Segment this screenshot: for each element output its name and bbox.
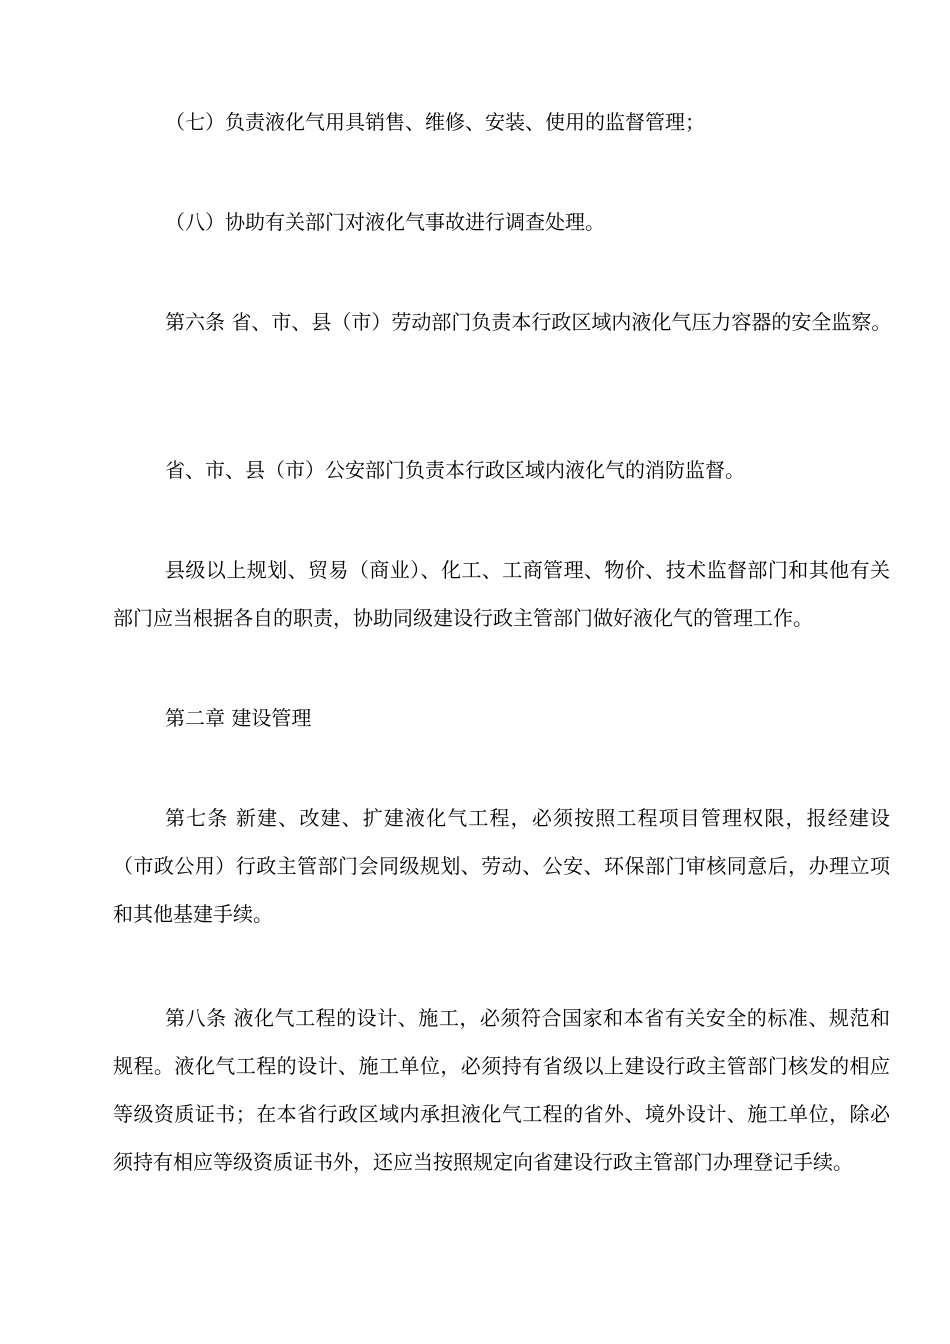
paragraph-other-departments: 县级以上规划、贸易（商业）、化工、工商管理、物价、技术监督部门和其他有关部门应当根据各自的职责，协助同级建设行政主管部门做好液化气的管理工作。 bbox=[113, 558, 890, 630]
paragraph-item-8: （八）协助有关部门对液化气事故进行调查处理。 bbox=[165, 210, 605, 234]
chapter-heading: 第二章 建设管理 bbox=[165, 706, 312, 730]
paragraph-article-6: 第六条 省、市、县（市）劳动部门负责本行政区域内液化气压力容器的安全监察。 bbox=[165, 310, 892, 334]
paragraph-public-security: 省、市、县（市）公安部门负责本行政区域内液化气的消防监督。 bbox=[165, 458, 745, 482]
paragraph-article-7: 第七条 新建、改建、扩建液化气工程，必须按照工程项目管理权限，报经建设（市政公用）行政主管部门会同级规划、劳动、公安、环保部门审核同意后，办理立项和其他基建手续。 bbox=[113, 806, 890, 926]
paragraph-item-7: （七）负责液化气用具销售、维修、安装、使用的监督管理； bbox=[165, 110, 705, 134]
paragraph-article-8: 第八条 液化气工程的设计、施工，必须符合国家和本省有关安全的标准、规范和规程。液化气工程的设计、施工单位，必须持有省级以上建设行政主管部门核发的相应等级资质证书；在本省行政区域内承担液化气工程的省外、境外设计、施工单位，除必须持有相应等级资质证书外，还应当按照规定向省建设行政主管部门办理登记手续。 bbox=[113, 1006, 890, 1174]
